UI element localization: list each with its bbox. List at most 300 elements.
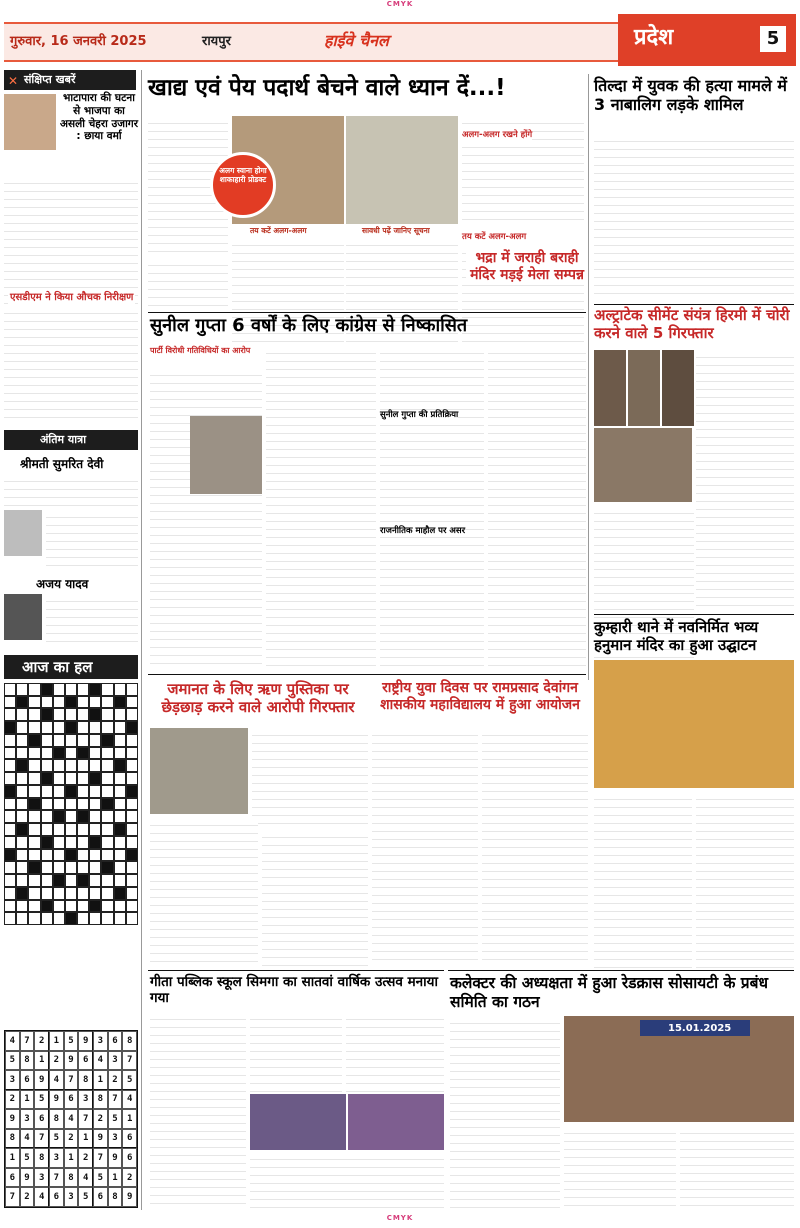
crossword-cell xyxy=(126,823,138,836)
crossword-cell xyxy=(4,683,16,696)
crossword-cell xyxy=(126,721,138,734)
crossword-cell xyxy=(65,810,77,823)
crossword-cell xyxy=(41,887,53,900)
crossword-cell xyxy=(16,683,28,696)
ultratech-headline: अल्ट्राटेक सीमेंट संयंत्र हिरमी में चोरी करने वाले 5 गिरफ्तार xyxy=(594,306,790,342)
crossword-cell xyxy=(101,823,113,836)
crossword-cell xyxy=(126,912,138,925)
crossword-cell xyxy=(101,849,113,862)
crossword-cell xyxy=(28,747,40,760)
crossword-cell xyxy=(114,708,126,721)
sudoku-cell: 8 xyxy=(122,1031,137,1051)
crossword-cell xyxy=(53,874,65,887)
crossword-cell xyxy=(16,900,28,913)
crossword-cell xyxy=(114,759,126,772)
sudoku-cell: 6 xyxy=(49,1187,64,1207)
sudoku-cell: 2 xyxy=(5,1090,20,1110)
sunil-body-d xyxy=(488,346,586,668)
sudoku-cell: 7 xyxy=(34,1129,49,1149)
crossword-cell xyxy=(41,734,53,747)
crossword-cell xyxy=(101,785,113,798)
crossword-cell xyxy=(89,708,101,721)
crossword-cell xyxy=(126,836,138,849)
crossword-cell xyxy=(16,810,28,823)
obit-photo-1 xyxy=(4,510,42,556)
crossword-cell xyxy=(53,721,65,734)
obit-name-1: श्रीमती सुमरित देवी xyxy=(20,457,104,471)
sudoku-cell: 8 xyxy=(78,1070,93,1090)
crossword-cell xyxy=(126,900,138,913)
crossword-cell xyxy=(53,785,65,798)
crossword-cell xyxy=(28,696,40,709)
ultratech-rule xyxy=(594,304,794,305)
crossword-cell xyxy=(114,849,126,862)
crossword-cell xyxy=(16,874,28,887)
crossword-cell xyxy=(77,696,89,709)
sudoku-cell: 5 xyxy=(49,1129,64,1149)
obit-photo-2 xyxy=(4,594,42,640)
redcross-body-b xyxy=(564,1126,676,1208)
geeta-photo-1 xyxy=(250,1094,346,1150)
crossword-cell xyxy=(89,721,101,734)
brief-sub: एसडीएम ने किया औचक निरीक्षण xyxy=(8,290,135,306)
crossword-cell xyxy=(4,798,16,811)
crossword-cell xyxy=(16,759,28,772)
redcross-headline: कलेक्टर की अध्यक्षता में हुआ रेडक्रास सोसायटी के प्रबंध समिति का गठन xyxy=(450,974,769,1011)
crossword-grid xyxy=(4,683,138,925)
food-sub-2: तय कटें अलग-अलग xyxy=(462,232,527,242)
sudoku-cell: 5 xyxy=(34,1090,49,1110)
crossword-cell xyxy=(4,772,16,785)
crossword-cell xyxy=(41,798,53,811)
crossword-cell xyxy=(101,747,113,760)
crossword-cell xyxy=(16,849,28,862)
crossword-cell xyxy=(114,887,126,900)
brief-icon: ✕ xyxy=(8,74,19,88)
ultratech-body-a xyxy=(696,350,794,612)
crossword-cell xyxy=(101,900,113,913)
food-badge-text: अलग स्वाना होगा शाकाहारी प्रोडक्ट xyxy=(219,166,267,184)
crossword-cell xyxy=(16,721,28,734)
header-date: गुरुवार, 16 जनवरी 2025 xyxy=(10,34,147,49)
jamanat-body-a xyxy=(252,728,368,826)
crossword-cell xyxy=(101,734,113,747)
crossword-cell xyxy=(65,734,77,747)
kumhari-headline: कुम्हारी थाने में नवनिर्मित भव्य हनुमान मंदिर का हुआ उद्घाटन xyxy=(594,618,759,655)
brief-photo xyxy=(4,94,56,150)
sudoku-cell: 2 xyxy=(108,1070,123,1090)
kumhari-body-a xyxy=(594,792,692,968)
geeta-headline: गीता पब्लिक स्कूल सिमगा का सातवां वार्षिक उत्सव मनाया गया xyxy=(150,974,438,1007)
jamanat-rule xyxy=(148,674,586,675)
sudoku-cell: 7 xyxy=(108,1090,123,1110)
crossword-cell xyxy=(41,900,53,913)
crossword-cell xyxy=(28,912,40,925)
crossword-cell xyxy=(65,772,77,785)
food-headline: खाद्य एवं पेय पदार्थ बेचने वाले ध्यान दें...! xyxy=(148,75,506,101)
crossword-cell xyxy=(4,734,16,747)
crossword-cell xyxy=(65,900,77,913)
geeta-body-a xyxy=(150,1012,246,1208)
jamanat-body-b xyxy=(150,818,258,966)
crossword-cell xyxy=(4,900,16,913)
obit-name-2: अजय यादव xyxy=(36,577,89,591)
sudoku-cell: 4 xyxy=(49,1070,64,1090)
crossword-cell xyxy=(101,696,113,709)
crossword-cell xyxy=(89,798,101,811)
crossword-cell xyxy=(126,849,138,862)
sudoku-cell: 7 xyxy=(5,1187,20,1207)
sudoku-cell: 6 xyxy=(20,1070,35,1090)
sudoku-cell: 8 xyxy=(5,1129,20,1149)
crossword-cell xyxy=(65,912,77,925)
crossword-cell xyxy=(77,721,89,734)
sudoku-cell: 2 xyxy=(49,1051,64,1071)
sudoku-cell: 8 xyxy=(93,1090,108,1110)
crossword-cell xyxy=(89,912,101,925)
kumhari-body-b xyxy=(696,792,794,968)
sudoku-cell: 3 xyxy=(5,1070,20,1090)
crossword-cell xyxy=(126,734,138,747)
crossword-cell xyxy=(53,772,65,785)
geeta-photo-2 xyxy=(348,1094,444,1150)
crossword-cell xyxy=(77,849,89,862)
sudoku-cell: 5 xyxy=(5,1051,20,1071)
redcross-body-a xyxy=(450,1016,560,1208)
sunil-body-a xyxy=(150,368,262,668)
sudoku-grid xyxy=(4,1030,138,1208)
column-divider xyxy=(141,70,142,1210)
crossword-cell xyxy=(89,849,101,862)
crossword-cell xyxy=(114,810,126,823)
top-strip: CMYK xyxy=(386,0,414,8)
geeta-body-d xyxy=(250,1152,444,1208)
crossword-cell xyxy=(77,772,89,785)
sudoku-cell: 9 xyxy=(108,1148,123,1168)
sudoku-cell: 5 xyxy=(78,1187,93,1207)
crossword-cell xyxy=(114,912,126,925)
rashtriya-body-a xyxy=(372,728,478,966)
crossword-cell xyxy=(16,747,28,760)
sudoku-cell: 3 xyxy=(108,1129,123,1149)
food-body-f xyxy=(148,258,228,312)
sudoku-cell: 3 xyxy=(78,1090,93,1110)
obit-body-2 xyxy=(46,594,138,646)
crossword-cell xyxy=(89,747,101,760)
crossword-cell xyxy=(126,798,138,811)
crossword-cell xyxy=(28,759,40,772)
crossword-cell xyxy=(126,810,138,823)
crossword-cell xyxy=(53,900,65,913)
sudoku-cell: 4 xyxy=(20,1129,35,1149)
crossword-cell xyxy=(4,887,16,900)
crossword-cell xyxy=(28,798,40,811)
crossword-cell xyxy=(4,912,16,925)
crossword-cell xyxy=(41,708,53,721)
jamanat-photo xyxy=(150,728,248,814)
sudoku-cell: 7 xyxy=(122,1051,137,1071)
mid-divider xyxy=(588,74,589,680)
jamanat-headline: जमानत के लिए ऋण पुस्तिका पर छेड़छाड़ करने वाले आरोपी गिरफ्तार xyxy=(161,680,355,716)
crossword-cell xyxy=(126,696,138,709)
crossword-cell xyxy=(101,708,113,721)
sudoku-cell: 6 xyxy=(5,1168,20,1188)
crossword-cell xyxy=(65,759,77,772)
crossword-cell xyxy=(101,798,113,811)
crossword-cell xyxy=(65,696,77,709)
bottom-strip: CMYK xyxy=(386,1214,414,1222)
obit-label: अंतिम यात्रा xyxy=(40,433,87,446)
geeta-rule xyxy=(148,970,444,971)
sudoku-cell: 7 xyxy=(64,1070,79,1090)
sunil-sub-2: राजनीतिक माहौल पर असर xyxy=(380,526,466,536)
crossword-cell xyxy=(89,772,101,785)
sudoku-cell: 9 xyxy=(64,1051,79,1071)
crossword-cell xyxy=(53,849,65,862)
crossword-cell xyxy=(101,874,113,887)
sunil-body-c xyxy=(380,346,484,668)
crossword-cell xyxy=(4,696,16,709)
crossword-cell xyxy=(53,759,65,772)
crossword-cell xyxy=(16,696,28,709)
crossword-cell xyxy=(126,708,138,721)
sudoku-cell: 1 xyxy=(108,1168,123,1188)
crossword-cell xyxy=(4,721,16,734)
crossword-cell xyxy=(53,912,65,925)
crossword-cell xyxy=(114,772,126,785)
sudoku-cell: 4 xyxy=(5,1031,20,1051)
tilda-headline: तिल्दा में युवक की हत्या मामले में 3 नाबालिग लड़के शामिल xyxy=(594,76,787,115)
crossword-cell xyxy=(28,708,40,721)
sudoku-cell: 1 xyxy=(20,1090,35,1110)
crossword-cell xyxy=(89,734,101,747)
obit-body-1 xyxy=(4,474,138,508)
sudoku-cell: 1 xyxy=(34,1051,49,1071)
crossword-cell xyxy=(101,721,113,734)
sudoku-cell: 3 xyxy=(93,1031,108,1051)
sudoku-cell: 8 xyxy=(34,1148,49,1168)
crossword-cell xyxy=(28,734,40,747)
sudoku-cell: 9 xyxy=(49,1090,64,1110)
crossword-cell xyxy=(16,772,28,785)
crossword-cell xyxy=(114,861,126,874)
sudoku-cell: 1 xyxy=(49,1031,64,1051)
crossword-cell xyxy=(101,810,113,823)
sudoku-cell: 8 xyxy=(108,1187,123,1207)
crossword-cell xyxy=(101,887,113,900)
sunil-photo xyxy=(190,416,262,494)
crossword-cell xyxy=(28,849,40,862)
crossword-cell xyxy=(89,887,101,900)
crossword-cell xyxy=(114,798,126,811)
crossword-cell xyxy=(126,861,138,874)
crossword-cell xyxy=(89,861,101,874)
crossword-cell xyxy=(28,785,40,798)
sunil-headline: सुनील गुप्ता 6 वर्षों के लिए कांग्रेस से निष्कासित xyxy=(150,315,468,336)
crossword-cell xyxy=(41,747,53,760)
crossword-cell xyxy=(53,861,65,874)
sudoku-cell: 7 xyxy=(20,1031,35,1051)
page-header xyxy=(4,14,796,66)
crossword-cell xyxy=(28,810,40,823)
sudoku-cell: 9 xyxy=(122,1187,137,1207)
sudoku-cell: 4 xyxy=(93,1051,108,1071)
sudoku-cell: 2 xyxy=(64,1129,79,1149)
crossword-cell xyxy=(16,887,28,900)
crossword-cell xyxy=(77,823,89,836)
crossword-cell xyxy=(41,759,53,772)
brief-body-2 xyxy=(4,306,138,424)
crossword-cell xyxy=(77,900,89,913)
crossword-cell xyxy=(114,785,126,798)
sudoku-cell: 9 xyxy=(20,1168,35,1188)
sudoku-cell: 6 xyxy=(93,1187,108,1207)
crossword-cell xyxy=(53,836,65,849)
crossword-cell xyxy=(28,861,40,874)
crossword-cell xyxy=(53,798,65,811)
crossword-cell xyxy=(101,836,113,849)
redcross-banner-text: 15.01.2025 xyxy=(668,1023,732,1034)
crossword-cell xyxy=(4,861,16,874)
crossword-cell xyxy=(16,861,28,874)
crossword-cell xyxy=(65,874,77,887)
crossword-cell xyxy=(114,874,126,887)
crossword-cell xyxy=(41,772,53,785)
crossword-cell xyxy=(65,747,77,760)
sudoku-cell: 9 xyxy=(34,1070,49,1090)
sudoku-cell: 9 xyxy=(5,1109,20,1129)
crossword-cell xyxy=(41,810,53,823)
crossword-cell xyxy=(28,887,40,900)
geeta-body-c xyxy=(346,1012,444,1092)
crossword-cell xyxy=(65,721,77,734)
sudoku-cell: 8 xyxy=(20,1051,35,1071)
sudoku-cell: 9 xyxy=(78,1031,93,1051)
crossword-cell xyxy=(65,849,77,862)
sudoku-cell: 4 xyxy=(64,1109,79,1129)
crossword-cell xyxy=(101,683,113,696)
sudoku-cell: 5 xyxy=(64,1031,79,1051)
crossword-cell xyxy=(65,887,77,900)
crossword-cell xyxy=(89,836,101,849)
crossword-cell xyxy=(101,912,113,925)
crossword-cell xyxy=(28,721,40,734)
food-sub-1: अलग-अलग रखने होंगे xyxy=(462,130,533,140)
sudoku-cell: 6 xyxy=(122,1129,137,1149)
crossword-cell xyxy=(53,696,65,709)
crossword-cell xyxy=(41,861,53,874)
crossword-cell xyxy=(126,772,138,785)
sudoku-cell: 6 xyxy=(108,1031,123,1051)
sudoku-cell: 2 xyxy=(20,1187,35,1207)
crossword-cell xyxy=(77,708,89,721)
geeta-body-b xyxy=(250,1012,342,1092)
crossword-cell xyxy=(101,861,113,874)
crossword-cell xyxy=(126,747,138,760)
crossword-cell xyxy=(89,874,101,887)
crossword-cell xyxy=(77,874,89,887)
sudoku-cell: 2 xyxy=(78,1148,93,1168)
sudoku-cell: 6 xyxy=(34,1109,49,1129)
crossword-cell xyxy=(53,810,65,823)
sudoku-cell: 7 xyxy=(78,1109,93,1129)
crossword-cell xyxy=(77,798,89,811)
crossword-cell xyxy=(41,836,53,849)
crossword-cell xyxy=(65,683,77,696)
crossword-cell xyxy=(77,747,89,760)
sudoku-cell: 5 xyxy=(20,1148,35,1168)
crossword-cell xyxy=(4,823,16,836)
crossword-cell xyxy=(4,785,16,798)
crossword-cell xyxy=(28,874,40,887)
crossword-cell xyxy=(53,823,65,836)
brief-label: संक्षिप्त खबरें xyxy=(24,73,76,86)
sudoku-cell: 7 xyxy=(49,1168,64,1188)
crossword-cell xyxy=(28,772,40,785)
sudoku-cell: 8 xyxy=(64,1168,79,1188)
ultratech-photo-2 xyxy=(628,350,660,426)
crossword-cell xyxy=(16,708,28,721)
crossword-cell xyxy=(126,683,138,696)
crossword-cell xyxy=(65,708,77,721)
crossword-cell xyxy=(4,874,16,887)
crossword-cell xyxy=(16,912,28,925)
food-photo-2 xyxy=(346,116,458,224)
crossword-cell xyxy=(89,823,101,836)
sudoku-cell: 6 xyxy=(64,1090,79,1110)
crossword-cell xyxy=(65,798,77,811)
sudoku-cell: 2 xyxy=(93,1109,108,1129)
crossword-cell xyxy=(77,836,89,849)
crossword-cell xyxy=(65,823,77,836)
crossword-cell xyxy=(77,887,89,900)
crossword-cell xyxy=(89,759,101,772)
tilda-body xyxy=(594,134,794,300)
crossword-cell xyxy=(28,900,40,913)
crossword-cell xyxy=(4,836,16,849)
crossword-cell xyxy=(77,785,89,798)
sudoku-cell: 8 xyxy=(49,1109,64,1129)
crossword-cell xyxy=(53,887,65,900)
crossword-cell xyxy=(53,747,65,760)
sudoku-cell: 4 xyxy=(34,1187,49,1207)
ultratech-photo-1 xyxy=(594,350,626,426)
crossword-cell xyxy=(114,721,126,734)
crossword-cell xyxy=(4,708,16,721)
crossword-cell xyxy=(89,810,101,823)
sudoku-cell: 6 xyxy=(78,1051,93,1071)
crossword-cell xyxy=(41,785,53,798)
crossword-cell xyxy=(77,912,89,925)
crossword-cell xyxy=(4,810,16,823)
crossword-cell xyxy=(41,721,53,734)
sudoku-cell: 3 xyxy=(64,1187,79,1207)
crossword-cell xyxy=(114,900,126,913)
sunil-tag: पार्टी विरोधी गतिविधियों का आरोप xyxy=(150,346,251,355)
kumhari-rule xyxy=(594,614,794,615)
redcross-rule xyxy=(448,970,794,971)
obit-body-1b xyxy=(46,510,138,570)
sudoku-cell: 1 xyxy=(93,1070,108,1090)
sudoku-cell: 2 xyxy=(34,1031,49,1051)
ultratech-photo-3 xyxy=(662,350,694,426)
crossword-cell xyxy=(4,759,16,772)
crossword-cell xyxy=(16,734,28,747)
header-brand: हाईवे चैनल xyxy=(324,31,389,50)
sudoku-cell: 1 xyxy=(64,1148,79,1168)
sunil-rule xyxy=(148,312,586,313)
sudoku-cell: 3 xyxy=(49,1148,64,1168)
